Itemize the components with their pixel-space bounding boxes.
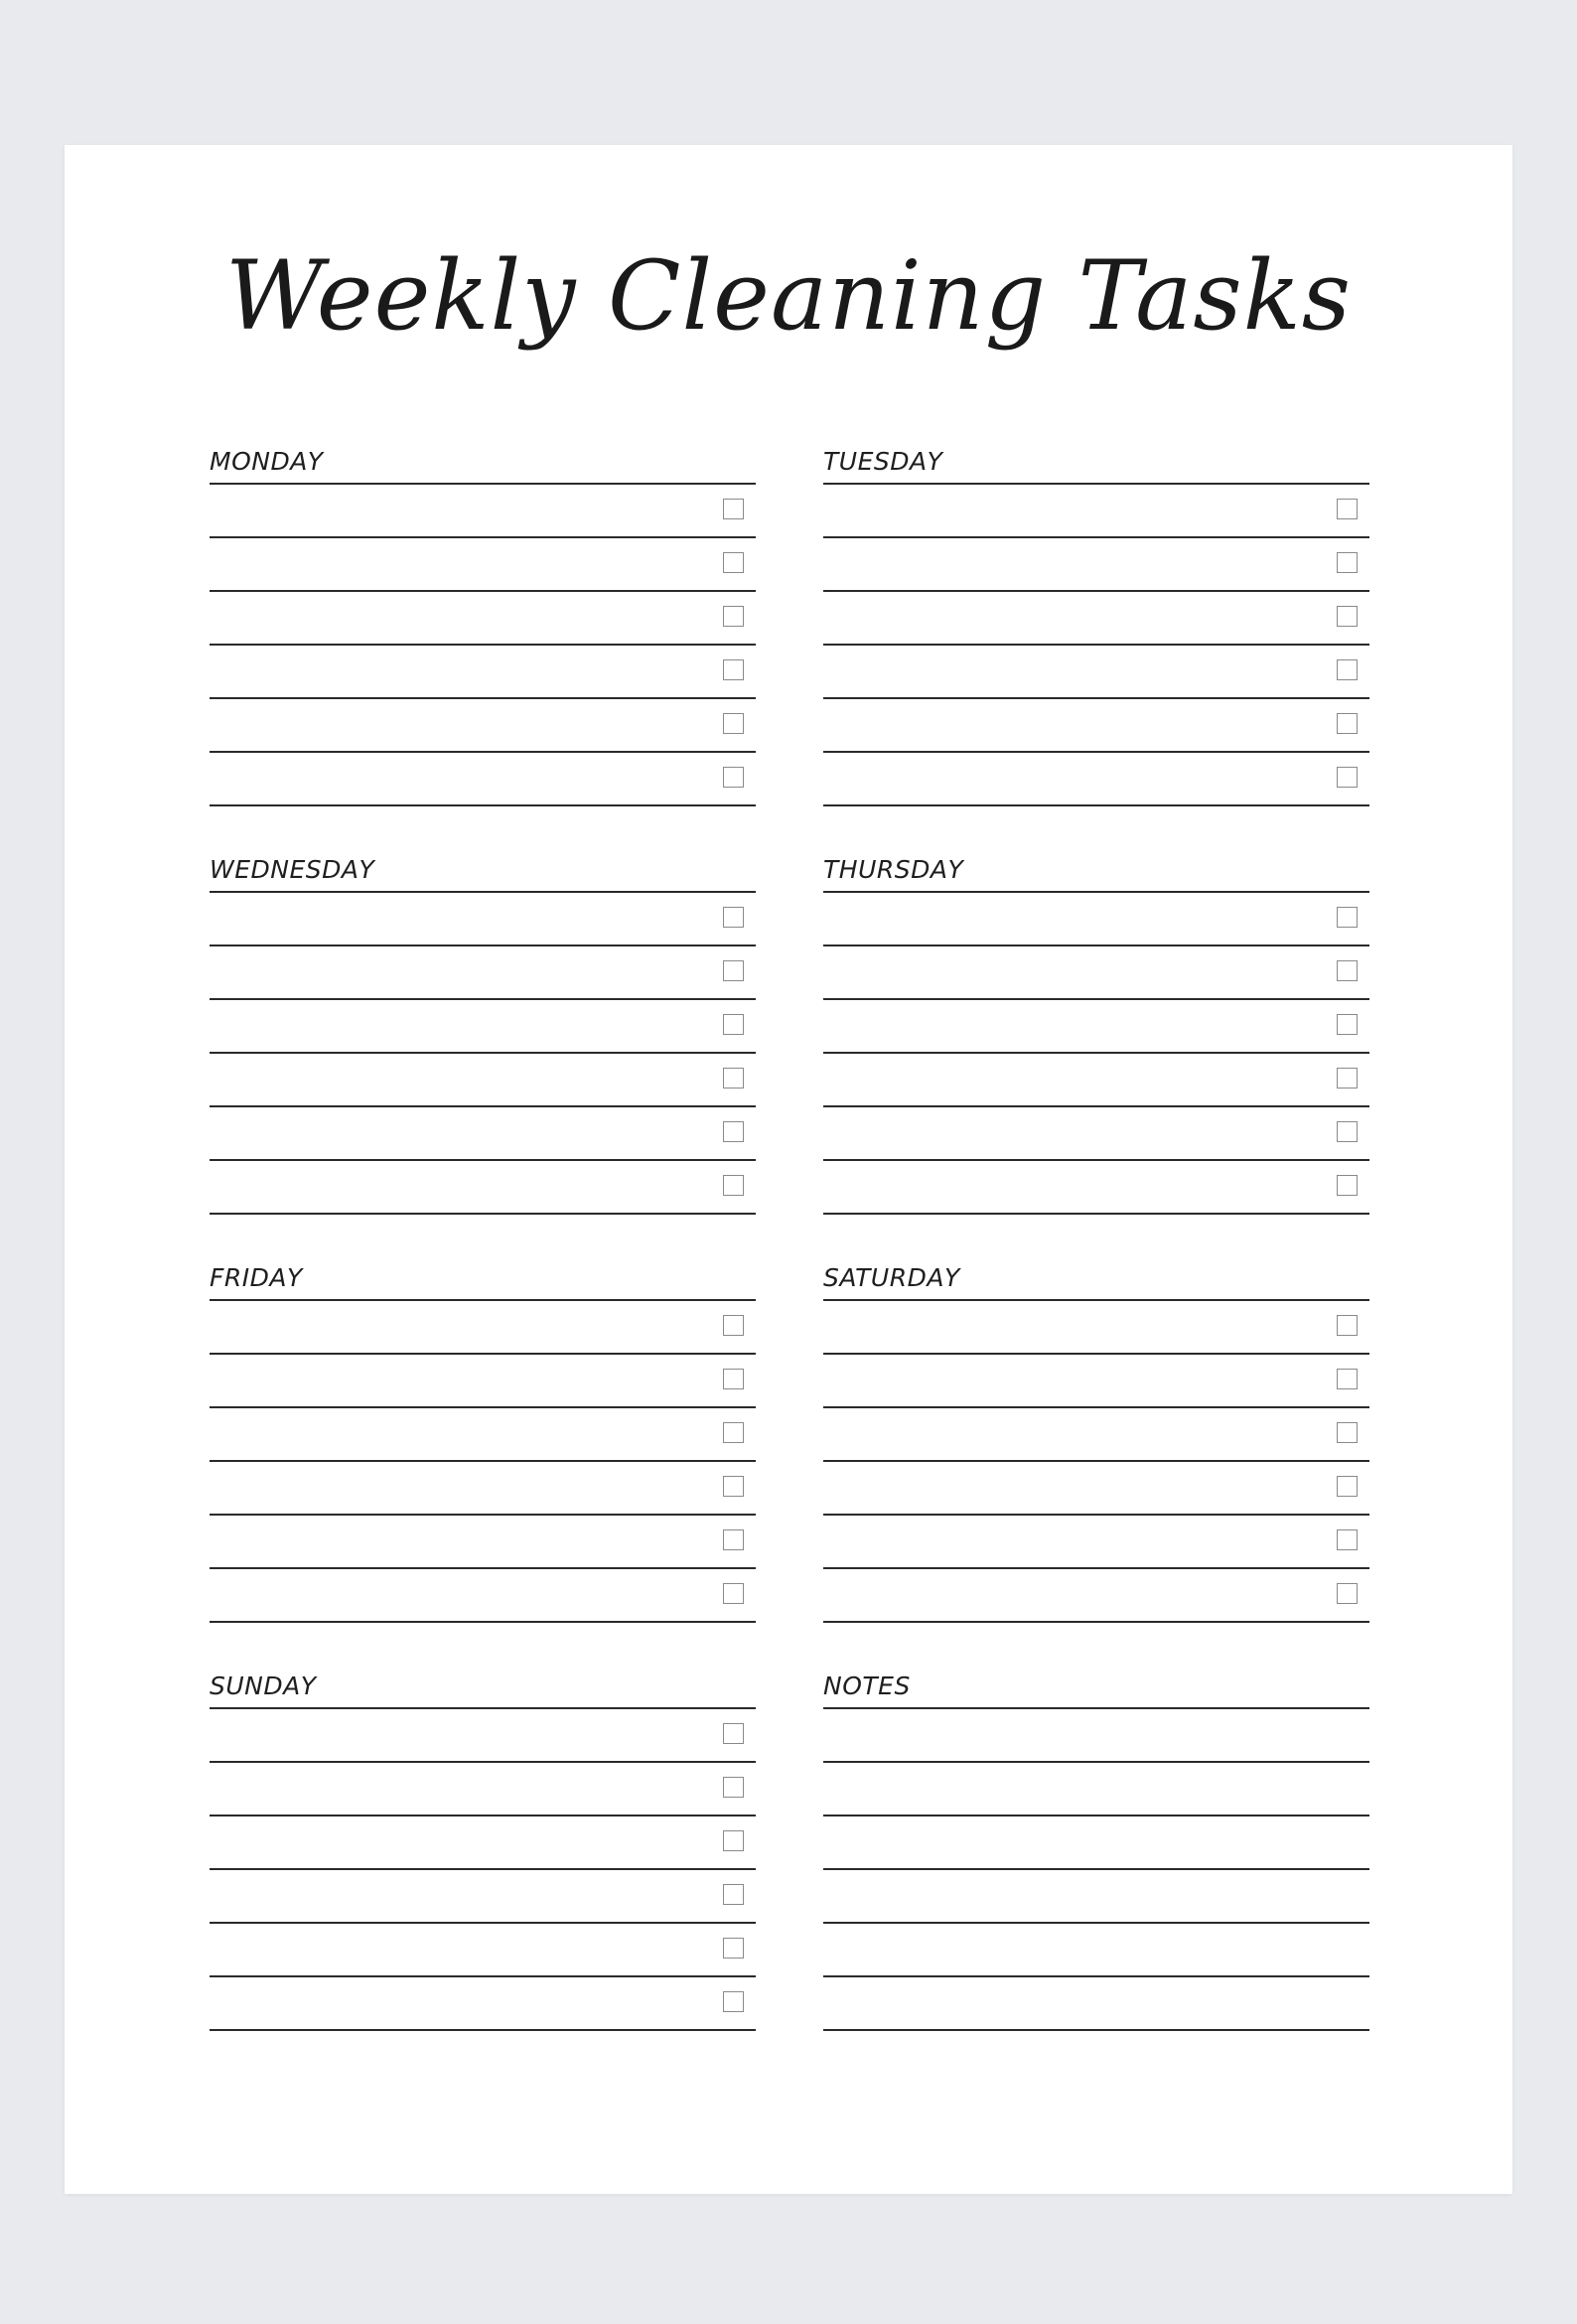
- section-friday: [210, 1257, 756, 1623]
- task-row[interactable]: [210, 1870, 756, 1924]
- task-checkbox[interactable]: [723, 552, 744, 573]
- section-label: FRIDAY: [210, 1257, 756, 1301]
- task-row[interactable]: [823, 485, 1369, 538]
- task-row[interactable]: [823, 1107, 1369, 1161]
- task-checkbox[interactable]: [723, 606, 744, 627]
- task-row[interactable]: [823, 1301, 1369, 1355]
- task-checkbox[interactable]: [1337, 659, 1358, 680]
- task-checkbox[interactable]: [723, 1884, 744, 1905]
- task-checkbox[interactable]: [723, 1121, 744, 1142]
- task-checkbox[interactable]: [723, 1991, 744, 2012]
- note-line[interactable]: [823, 1709, 1369, 1763]
- task-rows: [823, 485, 1369, 806]
- task-row[interactable]: [823, 1569, 1369, 1623]
- task-rows: [210, 1709, 756, 2031]
- note-line[interactable]: [823, 1870, 1369, 1924]
- section-tuesday: [823, 441, 1369, 806]
- task-row[interactable]: [210, 1000, 756, 1054]
- note-line[interactable]: [823, 1816, 1369, 1870]
- task-rows: [823, 893, 1369, 1215]
- task-checkbox[interactable]: [1337, 606, 1358, 627]
- section-label: SUNDAY: [210, 1666, 756, 1709]
- page-title: Weekly Cleaning Tasks: [224, 240, 1353, 352]
- task-row[interactable]: [823, 592, 1369, 646]
- section-label: WEDNESDAY: [210, 849, 756, 893]
- task-checkbox[interactable]: [723, 1476, 744, 1497]
- task-row[interactable]: [210, 646, 756, 699]
- task-row[interactable]: [210, 1977, 756, 2031]
- section-label: THURSDAY: [823, 849, 1369, 893]
- task-checkbox[interactable]: [723, 1777, 744, 1798]
- task-row[interactable]: [823, 1355, 1369, 1408]
- task-row[interactable]: [210, 1408, 756, 1462]
- section-wednesday: [210, 849, 756, 1215]
- section-saturday: [823, 1257, 1369, 1623]
- task-row[interactable]: [823, 1054, 1369, 1107]
- task-row[interactable]: [210, 1763, 756, 1816]
- note-line[interactable]: [823, 1977, 1369, 2031]
- section-label: SATURDAY: [823, 1257, 1369, 1301]
- task-checkbox[interactable]: [723, 1175, 744, 1196]
- task-checkbox[interactable]: [723, 1583, 744, 1604]
- planner-page: [65, 145, 1512, 2194]
- note-line[interactable]: [823, 1763, 1369, 1816]
- task-checkbox[interactable]: [723, 960, 744, 981]
- task-checkbox[interactable]: [723, 1938, 744, 1959]
- task-row[interactable]: [210, 592, 756, 646]
- task-checkbox[interactable]: [1337, 767, 1358, 788]
- task-checkbox[interactable]: [1337, 1529, 1358, 1550]
- task-checkbox[interactable]: [1337, 1014, 1358, 1035]
- task-checkbox[interactable]: [1337, 713, 1358, 734]
- task-checkbox[interactable]: [1337, 1583, 1358, 1604]
- task-row[interactable]: [823, 538, 1369, 592]
- task-rows: [210, 485, 756, 806]
- task-row[interactable]: [210, 1709, 756, 1763]
- task-checkbox[interactable]: [1337, 960, 1358, 981]
- note-rows: [823, 1709, 1369, 2031]
- task-checkbox[interactable]: [1337, 1422, 1358, 1443]
- task-checkbox[interactable]: [1337, 1068, 1358, 1089]
- task-row[interactable]: [210, 538, 756, 592]
- task-checkbox[interactable]: [723, 1529, 744, 1550]
- task-checkbox[interactable]: [1337, 1121, 1358, 1142]
- task-checkbox[interactable]: [1337, 907, 1358, 928]
- task-checkbox[interactable]: [723, 1422, 744, 1443]
- task-checkbox[interactable]: [723, 1723, 744, 1744]
- task-row[interactable]: [823, 646, 1369, 699]
- task-checkbox[interactable]: [723, 713, 744, 734]
- section-label: MONDAY: [210, 441, 756, 485]
- task-row[interactable]: [823, 1161, 1369, 1215]
- task-row[interactable]: [210, 485, 756, 538]
- section-label: NOTES: [823, 1666, 1369, 1709]
- task-row[interactable]: [823, 1516, 1369, 1569]
- task-row[interactable]: [210, 1569, 756, 1623]
- task-checkbox[interactable]: [723, 1369, 744, 1389]
- task-row[interactable]: [210, 1516, 756, 1569]
- task-checkbox[interactable]: [723, 499, 744, 519]
- task-row[interactable]: [210, 699, 756, 753]
- task-rows: [210, 893, 756, 1215]
- task-checkbox[interactable]: [723, 767, 744, 788]
- task-checkbox[interactable]: [1337, 1476, 1358, 1497]
- task-row[interactable]: [210, 1355, 756, 1408]
- task-checkbox[interactable]: [1337, 1175, 1358, 1196]
- task-row[interactable]: [823, 893, 1369, 946]
- task-row[interactable]: [210, 946, 756, 1000]
- task-checkbox[interactable]: [723, 907, 744, 928]
- task-checkbox[interactable]: [1337, 1315, 1358, 1336]
- task-row[interactable]: [823, 753, 1369, 806]
- task-row[interactable]: [823, 1408, 1369, 1462]
- section-notes: [823, 1666, 1369, 2031]
- task-checkbox[interactable]: [1337, 552, 1358, 573]
- task-row[interactable]: [210, 753, 756, 806]
- task-row[interactable]: [210, 1816, 756, 1870]
- note-line[interactable]: [823, 1924, 1369, 1977]
- task-row[interactable]: [210, 1054, 756, 1107]
- task-row[interactable]: [823, 699, 1369, 753]
- task-checkbox[interactable]: [1337, 1369, 1358, 1389]
- task-row[interactable]: [210, 1107, 756, 1161]
- task-rows: [210, 1301, 756, 1623]
- task-checkbox[interactable]: [723, 1315, 744, 1336]
- task-row[interactable]: [210, 1301, 756, 1355]
- section-monday: [210, 441, 756, 806]
- task-row[interactable]: [823, 1000, 1369, 1054]
- task-row[interactable]: [210, 1161, 756, 1215]
- task-row[interactable]: [210, 1462, 756, 1516]
- task-row[interactable]: [823, 1462, 1369, 1516]
- task-row[interactable]: [210, 893, 756, 946]
- task-checkbox[interactable]: [723, 1830, 744, 1851]
- task-row[interactable]: [210, 1924, 756, 1977]
- section-thursday: [823, 849, 1369, 1215]
- task-checkbox[interactable]: [723, 1068, 744, 1089]
- task-row[interactable]: [823, 946, 1369, 1000]
- task-rows: [823, 1301, 1369, 1623]
- task-checkbox[interactable]: [1337, 499, 1358, 519]
- section-sunday: [210, 1666, 756, 2031]
- section-label: TUESDAY: [823, 441, 1369, 485]
- task-checkbox[interactable]: [723, 659, 744, 680]
- task-checkbox[interactable]: [723, 1014, 744, 1035]
